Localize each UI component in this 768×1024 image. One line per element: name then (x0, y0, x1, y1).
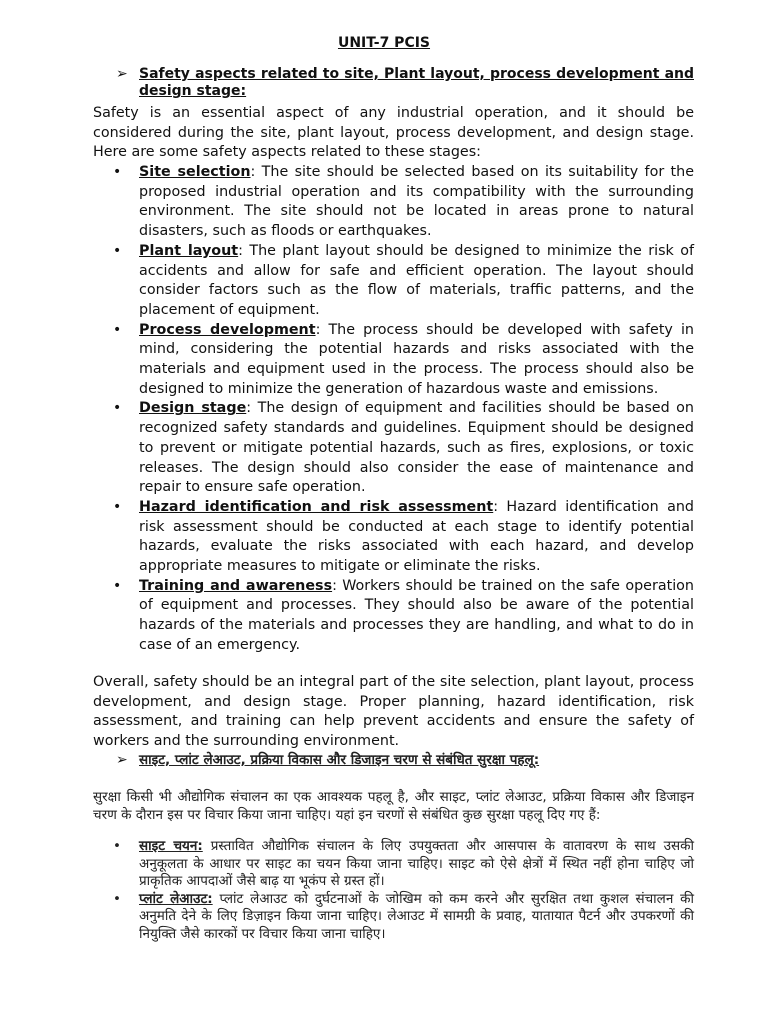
list-item (93, 399, 694, 498)
conclusion-paragraph: Overall, safety should be an integral part of the site selection, plant layout, process development, and design stage. Proper planning, hazard identification, risk assessment, and training can help prevent accidents and ensure the safety of workers and the surrounding environment. (93, 674, 694, 750)
list-item (93, 163, 694, 242)
bullet-dot-icon: • (113, 164, 122, 180)
bullet-term: Plant layout (139, 242, 239, 259)
section-heading-text: Safety aspects related to site, Plant layout, process development and design stage: (139, 66, 694, 99)
page-title: UNIT-7 PCIS (337, 35, 431, 51)
list-item (93, 891, 694, 944)
safety-aspects-list (93, 163, 694, 656)
bullet-dot-icon: • (113, 498, 122, 515)
bullet-dot-icon: • (113, 838, 121, 854)
bullet-text: : Workers should be trained on the safe operation of equipment and processes. They should also be aware of the potential hazards of the materials and processes they are handling, and what to do in case of an emergency. (139, 577, 694, 653)
list-item (93, 838, 694, 891)
bullet-term: Process development (139, 321, 316, 338)
bullet-text: : The process should be developed with safety in mind, considering the potential hazards and risks associated with the materials and equipment used in the process. The process should also be designed to minimize the generation of hazardous waste and emissions. (139, 321, 694, 397)
bullet-term: Site selection (139, 164, 251, 180)
bullet-term: प्लांट लेआउट: (139, 890, 213, 907)
list-item (93, 577, 694, 656)
bullet-term: Training and awareness (139, 577, 333, 594)
bullet-text: प्रस्तावित औद्योगिक संचालन के लिए उपयुक्तता और आसपास के वातावरण के साथ उसकी अनुकूलता के आधार पर साइट का चयन किया जाना चाहिए। साइट को ऐसे क्षेत्रों में स्थित नहीं होना चाहिए जो प्राकृतिक आपदाओं जैसे बाढ़ या भूकंप से ग्रस्त हों। (139, 838, 694, 889)
arrow-bullet-icon: ➢ (116, 752, 128, 768)
bullet-text: : Hazard identification and risk assessment should be conducted at each stage to identify potential hazards, evaluate the risks associated with each hazard, and develop appropriate measures to mitigate or eliminate the risks. (139, 498, 694, 575)
bullet-dot-icon: • (113, 242, 122, 259)
bullet-dot-icon: • (113, 890, 121, 907)
hindi-safety-aspects-list (93, 838, 694, 943)
bullet-dot-icon: • (113, 400, 122, 417)
bullet-text: : The site should be selected based on its suitability for the proposed industrial operation and its compatibility with the surrounding environment. The site should not be located in areas prone to natural disasters, such as floods or earthquakes. (139, 164, 694, 240)
bullet-dot-icon: • (113, 577, 122, 594)
arrow-bullet-icon: ➢ (116, 66, 128, 82)
list-item (93, 321, 694, 400)
bullet-term: Design stage (139, 400, 247, 417)
section-heading-text: साइट, प्लांट लेआउट, प्रक्रिया विकास और डिजाइन चरण से संबंधित सुरक्षा पहलू: (139, 752, 540, 768)
hindi-intro-paragraph: सुरक्षा किसी भी औद्योगिक संचालन का एक आवश्यक पहलू है, और साइट, प्लांट लेआउट, प्रक्रिया विकास और डिजाइन चरण के दौरान इस पर विचार किया जाना चाहिए। यहां इन चरणों से संबंधित कुछ सुरक्षा पहलू दिए गए हैं: (93, 789, 694, 823)
section-heading-hindi (116, 752, 694, 769)
intro-paragraph: Safety is an essential aspect of any industrial operation, and it should be considered during the site, plant layout, process development, and design stage. Here are some safety aspects related to these stages: (93, 105, 694, 161)
list-item (93, 498, 694, 577)
bullet-term: साइट चयन: (139, 838, 203, 854)
list-item (93, 242, 694, 321)
bullet-term: Hazard identification and risk assessment (139, 498, 494, 515)
bullet-dot-icon: • (113, 321, 122, 338)
section-heading-english (116, 66, 694, 100)
bullet-text: प्लांट लेआउट को दुर्घटनाओं के जोखिम को कम करने और सुरक्षित तथा कुशल संचालन की अनुमति देने के लिए डिज़ाइन किया जाना चाहिए। लेआउट में सामग्री के प्रवाह, यातायात पैटर्न और उपकरणों की नियुक्ति जैसे कारकों पर विचार किया जाना चाहिए। (139, 890, 695, 942)
bullet-text: : The plant layout should be designed to minimize the risk of accidents and allow for safe and efficient operation. The layout should consider factors such as the flow of materials, traffic patterns, and the placement of equipment. (139, 242, 695, 318)
bullet-text: : The design of equipment and facilities should be based on recognized safety standards and guidelines. Equipment should be designed to prevent or mitigate potential hazards, such as fires, explosions, or toxic releases. The design should also consider the ease of maintenance and repair to ensure safe operation. (139, 400, 694, 496)
